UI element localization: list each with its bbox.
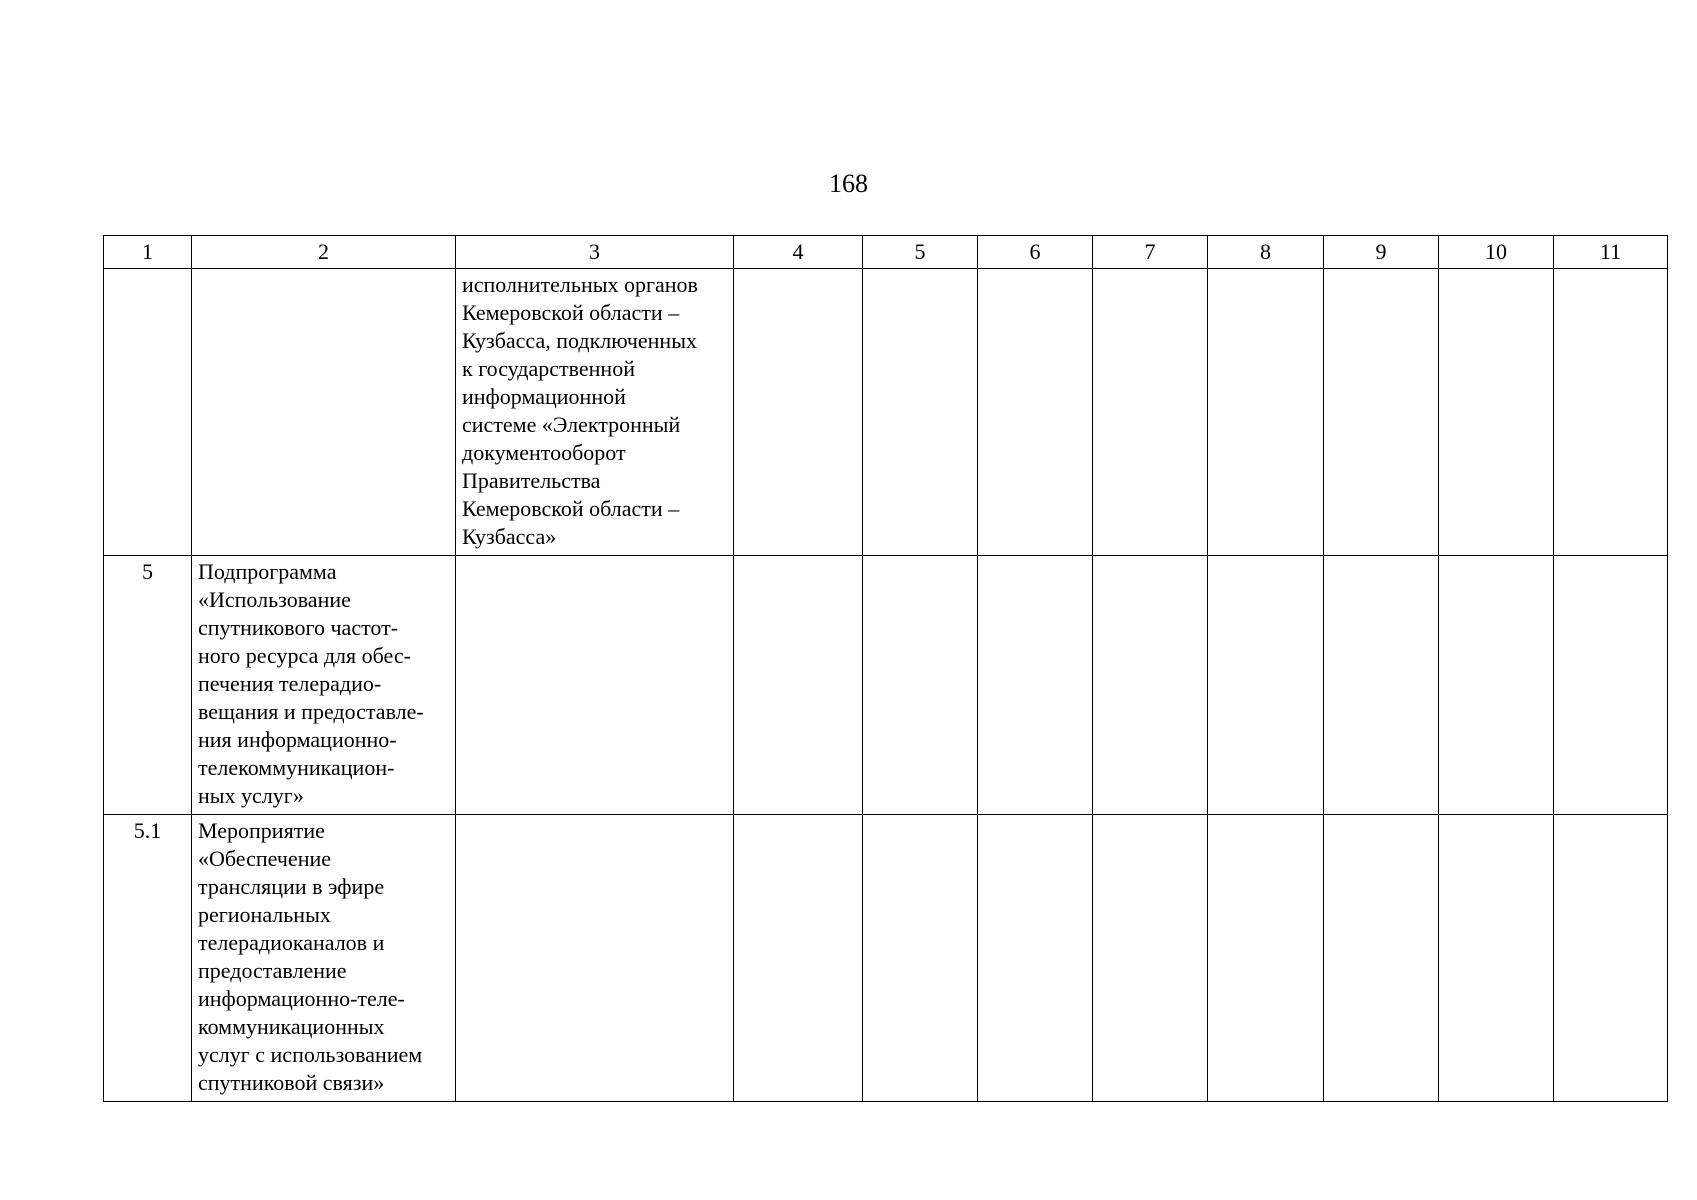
empty-cell [734,269,863,556]
empty-cell [863,269,978,556]
empty-cell [1439,556,1554,815]
column-header: 10 [1439,236,1554,269]
program-name-cell [192,269,456,556]
column-header: 6 [978,236,1093,269]
empty-cell [1554,556,1668,815]
table-row [104,815,1668,1102]
program-name-cell: Подпрограмма «Использование спутникового частот- ного ресурса для обес- печения телерадио- вещания и предоставле- ния информационно- телекоммуникацион- ных услуг» [192,556,456,815]
empty-cell [1554,815,1668,1102]
column-number-row [104,236,1668,269]
column-header: 7 [1093,236,1208,269]
column-header: 2 [192,236,456,269]
empty-cell [1093,815,1208,1102]
empty-cell [1093,269,1208,556]
row-number-cell: 5.1 [104,815,192,1102]
column-header: 1 [104,236,192,269]
empty-cell [734,815,863,1102]
empty-cell [1324,269,1439,556]
empty-cell [1439,269,1554,556]
column-header: 4 [734,236,863,269]
column-header: 3 [456,236,734,269]
empty-cell [1208,815,1324,1102]
indicator-cell [456,556,734,815]
row-number-cell [104,269,192,556]
empty-cell [863,556,978,815]
empty-cell [1093,556,1208,815]
empty-cell [1439,815,1554,1102]
table-row [104,556,1668,815]
empty-cell [1554,269,1668,556]
column-header: 8 [1208,236,1324,269]
indicator-cell [456,815,734,1102]
empty-cell [1208,556,1324,815]
empty-cell [863,815,978,1102]
program-table [103,235,1668,1102]
empty-cell [978,556,1093,815]
row-number-cell: 5 [104,556,192,815]
empty-cell [1324,815,1439,1102]
empty-cell [1208,269,1324,556]
empty-cell [978,815,1093,1102]
indicator-cell: исполнительных органов Кемеровской области – Кузбасса, подключенных к государственной информационной системе «Электронный документооборот Правительства Кемеровской области – Кузбасса» [456,269,734,556]
program-name-cell: Мероприятие «Обеспечение трансляции в эфире региональных телерадиоканалов и предоставление информационно-теле- коммуникационных услуг с использованием спутниковой связи» [192,815,456,1102]
empty-cell [1324,556,1439,815]
column-header: 5 [863,236,978,269]
empty-cell [978,269,1093,556]
page-number: 168 [829,169,868,198]
column-header: 11 [1554,236,1668,269]
table-row [104,269,1668,556]
empty-cell [734,556,863,815]
column-header: 9 [1324,236,1439,269]
